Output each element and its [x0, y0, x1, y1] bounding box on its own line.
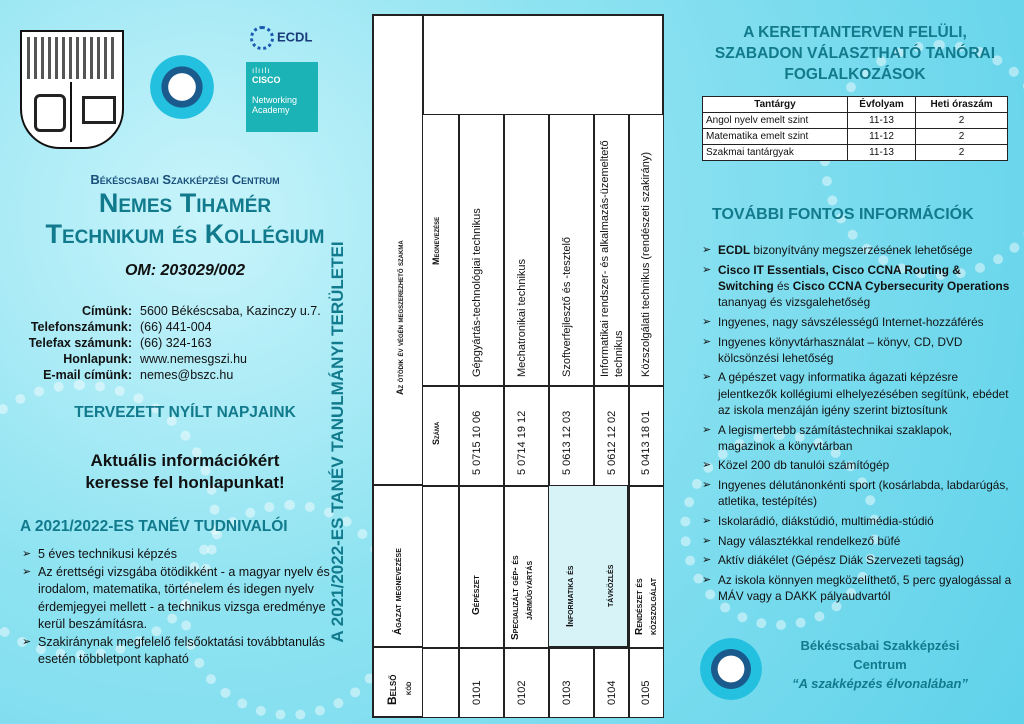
list-item: ➢ Ingyenes, nagy sávszélességű Internet-hozzáférés [702, 314, 1012, 330]
row-1-sector: Gépészet [471, 575, 482, 615]
list-item: ➢ ECDL bizonyítvány megszerzésének lehetősége [702, 242, 1012, 258]
row-1-name: Gépgyártás-technológiai technikus [471, 208, 483, 377]
header-sector: Ágazat megnevezése [393, 548, 404, 635]
header-code-1: Belső [385, 674, 399, 705]
header-number: Száma [431, 421, 441, 445]
info-line2: keresse fel honlapunkat! [85, 473, 285, 492]
list-item: ➢ Közel 200 db tanulói számítógép [702, 457, 1012, 473]
centrum-name: Békéscsabai Szakképzési Centrum [90, 172, 280, 187]
list-item: ➢ Nagy választékkal rendelkező büfé [702, 533, 1012, 549]
om-number: OM: 203029/002 [124, 262, 246, 279]
row-1-number: 5 0715 10 06 [471, 410, 483, 475]
contact-block: Címünk: 5600 Békéscsaba, Kazinczy u.7. Telefonszámunk: (66) 441-004 Telefax számunk: (66) 324-163 Honlapunk: www.nemesgszi.hu E-mail címünk: nemes@bszc.hu [28, 304, 321, 382]
row-5-sector-1: Rendészet és [634, 578, 645, 635]
list-item: ➢ 5 éves technikusi képzés [22, 546, 352, 564]
row-5-name: Közszolgálati technikus (rendészeti szakirány) [640, 152, 652, 377]
row-3-code: 0103 [561, 680, 573, 705]
row-2-number: 5 0714 19 12 [516, 410, 528, 475]
row-4-name-1: Informatikai rendszer- és alkalmazás-üzemeltető [599, 140, 611, 377]
header-name: Megnevezése [431, 216, 441, 265]
table-row: Szakmai tantárgyak 11-13 2 [703, 145, 1008, 161]
row-3-sector-2: távközlés [605, 564, 616, 607]
bszc-footer-logo: e [700, 638, 762, 700]
bszc-logo: e [150, 55, 214, 119]
row-3-number: 5 0613 12 03 [561, 410, 573, 475]
year-info-list [22, 546, 352, 669]
open-days-title: TERVEZETT NYÍLT NAPJAINK [74, 404, 296, 421]
table-row: Matematika emelt szint 11-12 2 [703, 129, 1008, 145]
electives-title: A KERETTANTERVEN FELÜLI, SZABADON VÁLASZTHATÓ TANÓRAI FOGLALKOZÁSOK [714, 24, 996, 83]
row-3-sector-1: Informatika és [565, 565, 576, 627]
school-name-line1: Nemes Tihamér [98, 188, 272, 218]
email-link[interactable]: nemes@bszc.hu [140, 368, 234, 382]
list-item: ➢ Ingyenes délutánonkénti sport (kosárlabda, labdarúgás, atletika, testépítés) [702, 477, 1012, 509]
footer-centrum: Békéscsabai Szakképzési Centrum “A szakképzés élvonalában” [792, 638, 968, 691]
header-group: Az ötödik év végén megszerezhető szakma [395, 240, 405, 395]
website-link[interactable]: www.nemesgszi.hu [140, 352, 247, 366]
row-5-sector-2: közszolgálat [648, 577, 659, 635]
electives-table: Tantárgy Évfolyam Heti óraszám Angol nyelv emelt szint 11-13 2 Matematika emelt szint 11-12 2 Szakmai tantárgyak 11-13 2 [702, 96, 1008, 161]
cisco-networking-academy-logo: ılıılı CISCO Networking Academy [246, 62, 318, 132]
list-item: ➢ Cisco IT Essentials, Cisco CCNA Routing & Switching és Cisco CCNA Cybersecurity Operations tananyag és vizsgalehetőség [702, 262, 1012, 311]
school-crest-logo [20, 30, 124, 149]
row-4-number: 5 0612 12 02 [606, 410, 618, 475]
row-2-name: Mechatronikai technikus [516, 258, 528, 377]
row-5-number: 5 0413 18 01 [640, 410, 652, 475]
header-code-2: kód [403, 681, 413, 695]
more-info-title: TOVÁBBI FONTOS INFORMÁCIÓK [712, 206, 974, 223]
list-item: ➢ Az iskola könnyen megközelíthető, 5 perc gyalogással a MÁV vagy a DAKK pályaudvartól [702, 572, 1012, 604]
list-item: ➢ A legismertebb számítástechnikai szaklapok, magazinok a könyvtárban [702, 422, 1012, 454]
table-row: Angol nyelv emelt szint 11-13 2 [703, 113, 1008, 129]
list-item: ➢ Az érettségi vizsgába ötödikként - a magyar nyelv és irodalom, matematika, történelem és idegen nyelv érdemjegyei mellett - a technikus vizsga eredménye kerül beszámításra. [22, 564, 352, 634]
info-line1: Aktuális információkért [90, 451, 280, 470]
list-item: ➢ Szakiránynak megfelelő felsőoktatási továbbtanulás esetén többletpont kapható [22, 634, 352, 669]
row-2-sector-1: Specializált gép- és [510, 555, 521, 640]
more-info-list [702, 242, 1012, 608]
list-item: ➢ Aktív diákélet (Gépész Diák Szervezeti tagság) [702, 552, 1012, 568]
ecdl-logo: ECDL [250, 26, 312, 50]
row-5-code: 0105 [640, 680, 652, 705]
row-4-name-2: technikus [613, 330, 625, 377]
year-info-title: A 2021/2022-ES TANÉV TUDNIVALÓI [20, 518, 288, 535]
study-areas-title: A 2021/2022-ES TANÉV TANULMÁNYI TERÜLETEI [328, 241, 347, 643]
study-areas-table [372, 14, 664, 718]
school-name-line2: Technikum és Kollégium [45, 219, 325, 249]
row-2-code: 0102 [516, 680, 528, 705]
row-4-code: 0104 [606, 680, 618, 705]
row-2-sector-2: járműgyártás [524, 560, 535, 620]
list-item: ➢ A gépészet vagy informatika ágazati képzésre jelentkezők kollégiumi elhelyezésében segítünk, ebédet az iskola menzáján igény szerint biztosítunk [702, 369, 1012, 418]
row-3-name: Szoftverfejlesztő és -tesztelő [561, 236, 573, 377]
list-item: ➢ Ingyenes könyvtárhasználat – könyv, CD, DVD kölcsönzési lehetőség [702, 334, 1012, 366]
list-item: ➢ Iskolarádió, diákstúdió, multimédia-stúdió [702, 513, 1012, 529]
row-1-code: 0101 [471, 680, 483, 705]
